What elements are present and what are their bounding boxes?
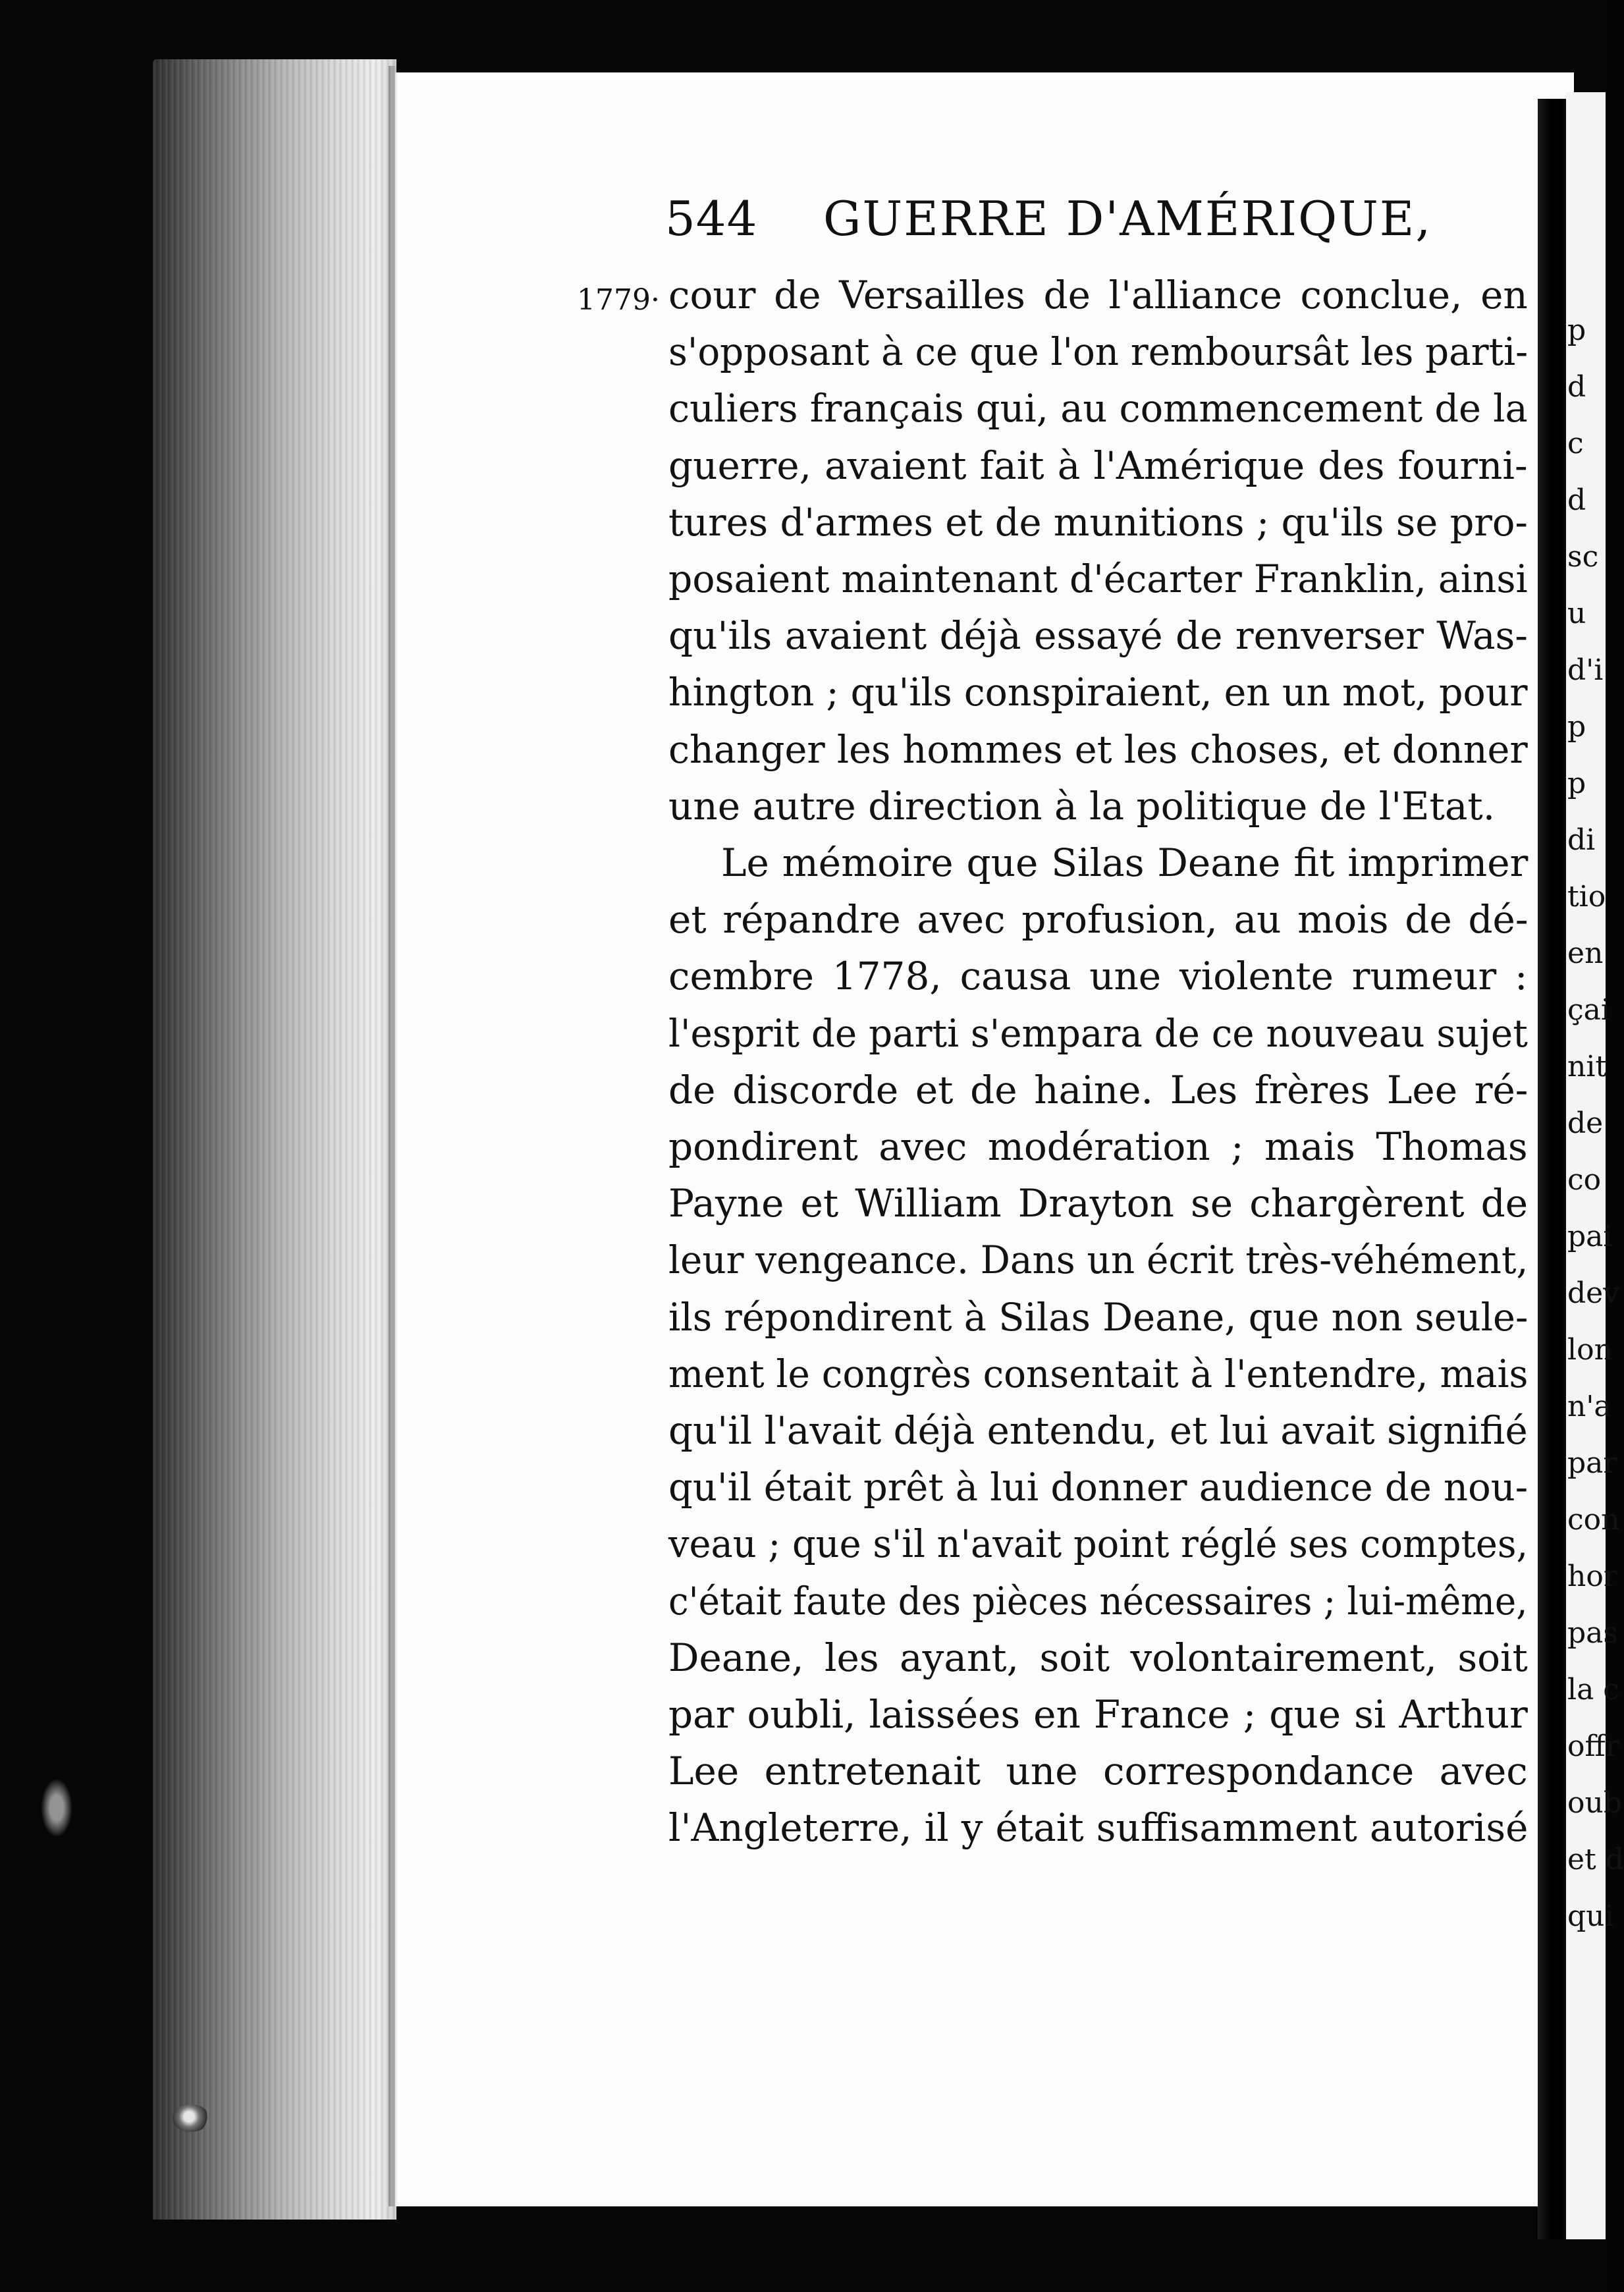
facing-page-fragment: et d [1567,1843,1624,1876]
text-line: l'esprit de parti s'empara de ce nouveau sujet [668,1010,1528,1056]
text-line: et répandre avec profusion, au mois de dé- [668,897,1529,942]
text-line: Lee entretenait une correspondance avec [668,1749,1528,1794]
text-line: guerre, avaient fait à l'Amérique des fourni- [668,443,1528,488]
text-line: qu'ils avaient déjà essayé de renverser Was- [668,613,1528,659]
facing-page-fragment: con [1567,1503,1620,1537]
page-edge-shadow [389,66,398,2206]
facing-page-fragment: par [1567,1446,1617,1480]
text-line: ment le congrès consentait à l'entendre, mais [668,1351,1529,1396]
text-line: qu'il était prêt à lui donner audience de nou- [668,1465,1529,1510]
margin-year: 1779· [577,283,660,317]
facing-page-fragment: di [1567,823,1596,857]
ink-stamp-mark [173,2104,209,2132]
facing-page-fragment: co [1567,1163,1602,1197]
facing-page-fragment: d [1567,370,1586,404]
facing-page-fragment: qui [1567,1899,1614,1933]
facing-page-fragment: p [1567,767,1586,800]
text-line: ils répondirent à Silas Deane, que non seule- [668,1294,1529,1340]
text-line: c'était faute des pièces nécessaires ; lui-même, [668,1578,1528,1624]
facing-page-fragment: oub [1567,1786,1622,1820]
page-number: 544 [665,191,758,246]
facing-page-fragment: c [1567,427,1584,460]
text-line: s'opposant à ce que l'on remboursât les parti- [668,329,1529,375]
facing-page-fragment: n'a [1567,1390,1611,1423]
text-line: cour de Versailles de l'alliance conclue, en [668,273,1528,317]
text-line: hington ; qu'ils conspiraient, en un mot, pour [668,670,1528,715]
text-line: qu'il l'avait déjà entendu, et lui avait signifié [668,1408,1528,1453]
facing-page-fragment: p [1567,710,1586,744]
facing-page-fragment: tio [1567,880,1606,914]
facing-page-fragment: nit [1567,1050,1608,1083]
facing-page-fragment: en [1567,937,1604,970]
facing-page-fragment: pas [1567,1616,1618,1650]
scan-smudge [41,1778,72,1838]
facing-page-fragment: sc [1567,540,1599,574]
facing-page-fragment: de [1567,1106,1604,1140]
text-line: de discorde et de haine. Les frères Lee ré- [668,1067,1529,1112]
text-line: Payne et William Drayton se chargèrent de [668,1181,1529,1226]
text-line: l'Angleterre, il y était suffisamment autorisé [668,1805,1529,1851]
text-line: par oubli, laissées en France ; que si Arthur [668,1692,1528,1737]
facing-page-fragment: hor [1567,1560,1617,1593]
facing-page-fragment: d'i [1567,653,1604,687]
text-line: pondirent avec modération ; mais Thomas [668,1124,1528,1169]
text-line: tures d'armes et de munitions ; qu'ils se pro- [668,499,1528,545]
facing-page-fragment: çai [1567,993,1610,1027]
text-line: une autre direction à la politique de l'Etat. [668,783,1496,829]
facing-page-fragment: dev [1567,1276,1620,1310]
facing-page-fragment: d [1567,483,1586,517]
text-line: Deane, les ayant, soit volontairement, soit [668,1635,1528,1680]
facing-page-sliver [1566,92,1624,2239]
facing-page-fragment: pai [1567,1220,1613,1253]
facing-page-fragment: offr [1567,1730,1619,1763]
text-line: culiers français qui, au commencement de la [668,386,1528,431]
text-line: changer les hommes et les choses, et donner [668,726,1528,772]
text-line: cembre 1778, causa une violente rumeur : [668,954,1528,999]
text-line: Le mémoire que Silas Deane fit imprimer [721,840,1529,885]
facing-page-fragment: lon [1567,1333,1613,1367]
text-line: veau ; que s'il n'avait point réglé ses comptes, [668,1521,1529,1567]
text-line: leur vengeance. Dans un écrit très-véhément, [668,1238,1529,1283]
facing-page-fragment: u [1567,597,1586,630]
text-line: posaient maintenant d'écarter Franklin, ainsi [668,557,1528,601]
facing-page-fragment: la c [1567,1673,1619,1706]
running-title: GUERRE D'AMÉRIQUE, [823,191,1432,246]
facing-page-fragment: p [1567,314,1586,347]
book-page-edges [153,59,396,2220]
